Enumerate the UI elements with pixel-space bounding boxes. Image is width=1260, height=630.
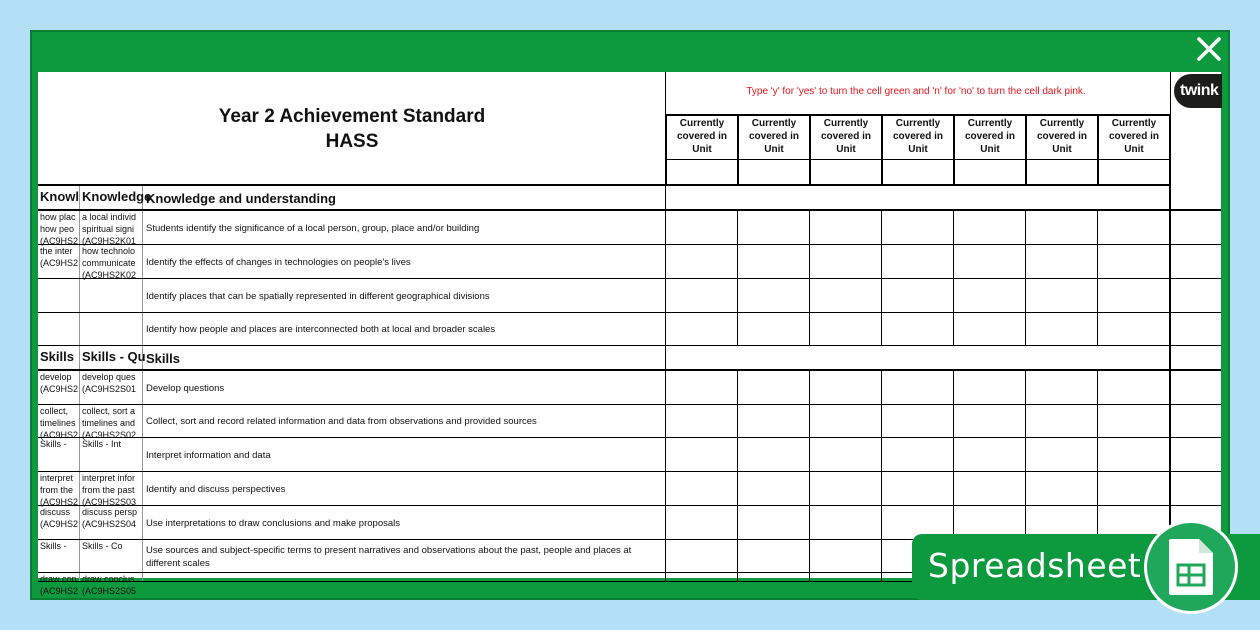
coverage-cell[interactable] [882, 371, 954, 405]
column-header: Currently covered in Unit [954, 114, 1026, 160]
coverage-cell[interactable] [738, 405, 810, 438]
coverage-cell[interactable] [738, 371, 810, 405]
spare-column [1170, 72, 1221, 578]
coverage-cell[interactable] [882, 313, 954, 346]
coverage-cell[interactable] [738, 472, 810, 506]
standard-description[interactable]: Students identify the significance of a local person, group, place and/or building [143, 211, 666, 245]
cell-col-a[interactable]: Skills - [38, 438, 80, 472]
twinkl-logo: twink [1174, 74, 1222, 108]
cell-col-a[interactable]: Knowl [38, 186, 80, 211]
cell-col-a[interactable]: develop (AC9HS2 [38, 371, 80, 405]
coverage-cell[interactable] [810, 438, 882, 472]
column-header: Currently covered in Unit [666, 114, 738, 160]
cell-col-b[interactable]: develop ques (AC9HS2S01 [80, 371, 143, 405]
coverage-cell[interactable] [954, 245, 1026, 279]
cell-col-b[interactable] [80, 313, 143, 346]
cell-col-a[interactable]: draw con (AC9HS2 [40, 574, 79, 596]
coverage-cell[interactable] [738, 540, 810, 573]
coverage-cell[interactable] [1026, 279, 1098, 313]
heading-band [666, 346, 1170, 371]
cell-col-a[interactable]: interpret from the (AC9HS2 [40, 473, 79, 507]
coverage-cell[interactable] [1026, 438, 1098, 472]
coverage-cell[interactable] [1098, 405, 1170, 438]
table-row [38, 371, 1221, 405]
coverage-cell[interactable] [810, 472, 882, 506]
cell-col-b[interactable]: a local individ spiritual signi (AC9HS2K01 [80, 211, 143, 245]
cell-col-b[interactable] [80, 279, 143, 313]
cell-col-a[interactable]: Skills [38, 346, 80, 371]
standard-description[interactable]: Identify places that can be spatially represented in different geographical divisions [143, 279, 666, 313]
heading-band [666, 186, 1170, 211]
coverage-cell[interactable] [1098, 279, 1170, 313]
coverage-cell[interactable] [1026, 313, 1098, 346]
badge-label: Spreadsheet [928, 546, 1142, 585]
coverage-cell[interactable] [1026, 211, 1098, 245]
coverage-cell[interactable] [666, 438, 738, 472]
title-area [38, 72, 666, 186]
table-row [38, 313, 1221, 346]
standard-description[interactable]: Collect, sort and record related information and data from observations and provided sources [143, 405, 666, 438]
coverage-cell[interactable] [738, 506, 810, 540]
coverage-cell[interactable] [810, 279, 882, 313]
coverage-cell[interactable] [1026, 472, 1098, 506]
coverage-cell[interactable] [882, 438, 954, 472]
close-button[interactable] [1188, 30, 1230, 68]
table-row [38, 211, 1221, 245]
coverage-cell[interactable] [1098, 313, 1170, 346]
coverage-cell[interactable] [1098, 371, 1170, 405]
coverage-cell[interactable] [954, 211, 1026, 245]
coverage-cell[interactable] [954, 313, 1026, 346]
cell-col-a[interactable] [38, 279, 80, 313]
cell-col-a[interactable] [38, 313, 80, 346]
table-row [38, 245, 1221, 279]
coverage-cell[interactable] [810, 313, 882, 346]
standard-description[interactable]: Use interpretations to draw conclusions and make proposals [143, 506, 666, 540]
column-header: Currently covered in Unit [1098, 114, 1170, 160]
standard-description[interactable]: Develop questions [143, 371, 666, 405]
coverage-cell[interactable] [954, 371, 1026, 405]
cell-col-a[interactable]: the inter (AC9HS2 [38, 245, 80, 279]
coverage-cell[interactable] [666, 313, 738, 346]
standard-description[interactable]: Identify the effects of changes in technologies on people's lives [143, 245, 666, 279]
cell-col-b[interactable]: Knowledge [80, 186, 143, 211]
coverage-cell[interactable] [954, 438, 1026, 472]
section-heading[interactable]: Skills [143, 346, 666, 371]
cell-col-b[interactable]: discuss persp (AC9HS2S04 [80, 506, 143, 540]
coverage-cell[interactable] [1026, 405, 1098, 438]
coverage-cell[interactable] [738, 245, 810, 279]
table-row [38, 472, 1221, 506]
section-heading[interactable]: Knowledge and understanding [143, 186, 666, 211]
coverage-cell[interactable] [1026, 371, 1098, 405]
coverage-cell[interactable] [882, 472, 954, 506]
title-line-1: Year 2 Achievement Standard [218, 106, 486, 127]
coverage-cell[interactable] [882, 245, 954, 279]
coverage-cell[interactable] [954, 472, 1026, 506]
coverage-cell[interactable] [882, 211, 954, 245]
standard-description[interactable]: Identify how people and places are interconnected both at local and broader scales [143, 313, 666, 346]
spreadsheet-icon [1144, 520, 1238, 614]
coverage-cell[interactable] [882, 405, 954, 438]
coverage-cell[interactable] [666, 245, 738, 279]
cell-col-a[interactable]: discuss (AC9HS2 [38, 506, 80, 540]
header-cell[interactable] [1098, 160, 1170, 186]
section-heading-row [38, 186, 1221, 211]
cell-col-a[interactable]: Skills - [38, 540, 80, 573]
coverage-cell[interactable] [882, 279, 954, 313]
column-header: Currently covered in Unit [1026, 114, 1098, 160]
page-title [38, 104, 666, 154]
cell-col-b[interactable]: Skills - Int [80, 438, 143, 472]
coverage-cell[interactable] [666, 211, 738, 245]
header-cell[interactable] [1026, 160, 1098, 186]
cell-col-b[interactable]: draw conclus (AC9HS2S05 [80, 573, 143, 582]
cell-col-a[interactable]: how plac how peo (AC9HS2 [40, 212, 79, 246]
coverage-cell[interactable] [954, 279, 1026, 313]
coverage-cell[interactable] [810, 405, 882, 438]
coverage-cell[interactable] [666, 472, 738, 506]
cell-col-b[interactable]: Skills - Co [80, 540, 143, 573]
cell-col-b[interactable]: collect, sort a timelines and (AC9HS2S02 [80, 405, 143, 438]
coverage-cell[interactable] [1098, 245, 1170, 279]
coverage-cell[interactable] [810, 371, 882, 405]
header-cell[interactable] [954, 160, 1026, 186]
section-heading-row [38, 346, 1221, 371]
coverage-cell[interactable] [666, 506, 738, 540]
coverage-cell[interactable] [738, 279, 810, 313]
table-row [38, 279, 1221, 313]
coverage-cell[interactable] [666, 279, 738, 313]
spreadsheet-preview [38, 72, 1221, 596]
coverage-cell[interactable] [666, 371, 738, 405]
standard-description[interactable]: Interpret information and data [143, 438, 666, 472]
header-cell[interactable] [738, 160, 810, 186]
coverage-cell[interactable] [738, 438, 810, 472]
coverage-cell[interactable] [810, 506, 882, 540]
coverage-cell[interactable] [738, 211, 810, 245]
column-header: Currently covered in Unit [810, 114, 882, 160]
coverage-cell[interactable] [1098, 438, 1170, 472]
coverage-cell[interactable] [1098, 472, 1170, 506]
coverage-cell[interactable] [738, 313, 810, 346]
header-cell[interactable] [882, 160, 954, 186]
column-header: Currently covered in Unit [738, 114, 810, 160]
close-icon [1196, 36, 1222, 62]
table-row [38, 438, 1221, 472]
column-header: Currently covered in Unit [882, 114, 954, 160]
cell-col-b[interactable]: Skills - Qu [80, 346, 143, 371]
header-cell[interactable] [810, 160, 882, 186]
coverage-cell[interactable] [810, 245, 882, 279]
standard-description[interactable]: Identify and discuss perspectives [143, 472, 666, 506]
coverage-cell[interactable] [666, 405, 738, 438]
cell-col-b[interactable]: how technolo communicate (AC9HS2K02 [80, 245, 143, 279]
coverage-cell[interactable] [1026, 245, 1098, 279]
cell-col-a[interactable]: collect, timelines (AC9HS2 [40, 406, 79, 440]
coverage-cell[interactable] [666, 540, 738, 573]
coverage-cell[interactable] [1098, 211, 1170, 245]
header-cell[interactable] [666, 160, 738, 186]
title-line-2: HASS [325, 131, 379, 152]
coverage-cell[interactable] [810, 211, 882, 245]
cell-col-b[interactable]: interpret infor from the past (AC9HS2S03 [80, 472, 143, 506]
standard-description[interactable]: Use sources and subject-specific terms to present narratives and observations about the past, people and places at different scales [143, 540, 666, 573]
coverage-cell[interactable] [954, 405, 1026, 438]
table-row [38, 405, 1221, 438]
coverage-cell[interactable] [810, 540, 882, 573]
instruction-text: Type 'y' for 'yes' to turn the cell green and 'n' for 'no' to turn the cell dark pink. [746, 86, 1086, 97]
